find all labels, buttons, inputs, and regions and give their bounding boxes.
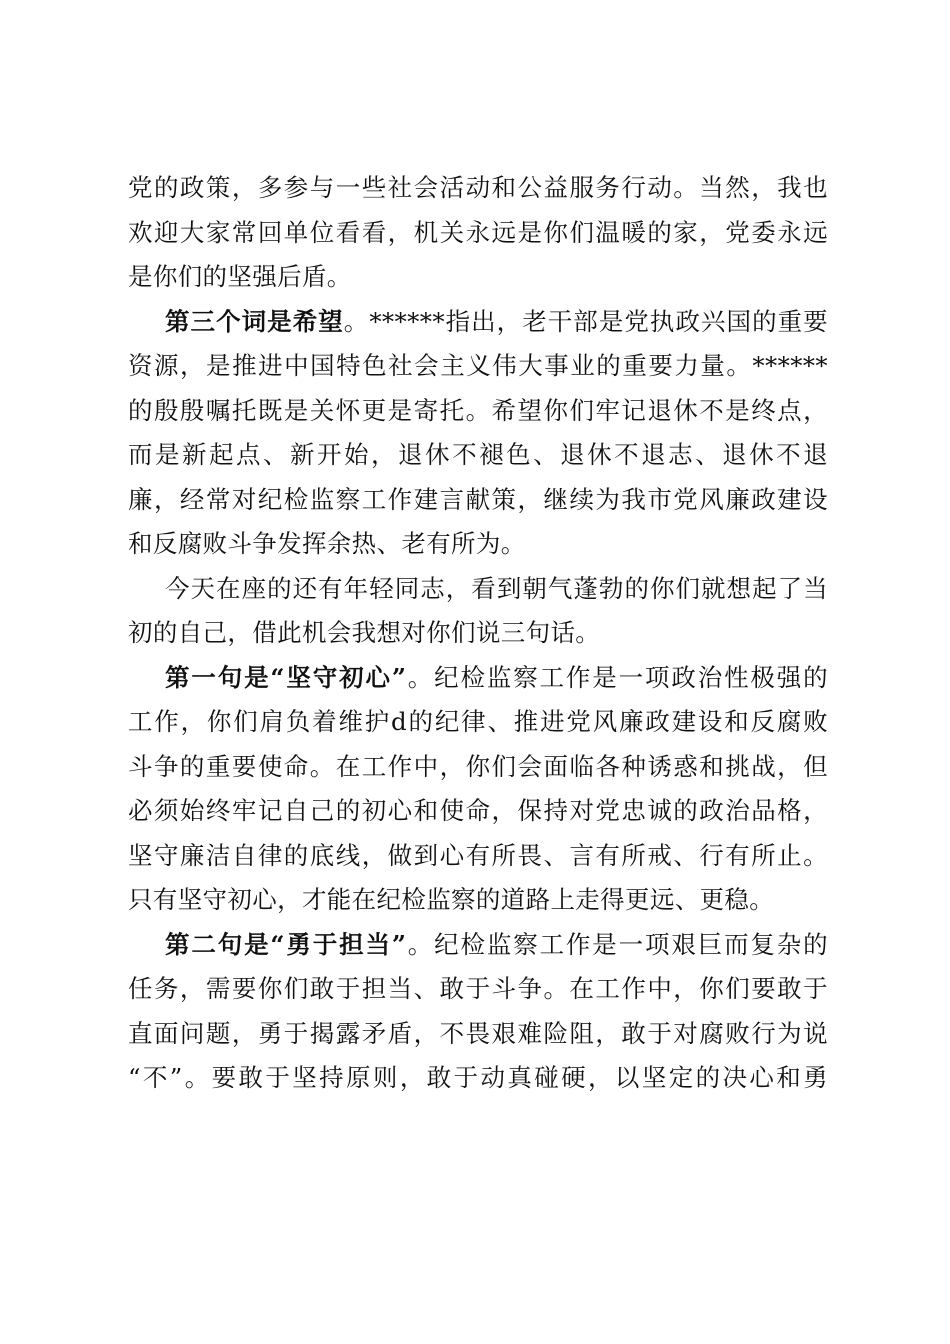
body-line (128, 611, 828, 656)
paragraph-heading: 第三个词是希望 (165, 306, 344, 336)
line-text: 任务，需要你们敢于担当、敢于斗争。在工作中，你们要敢于 (128, 974, 828, 1003)
body-line (128, 878, 828, 923)
line-text: 而是新起点、新开始，退休不褪色、退休不退志、退休不退 (128, 440, 828, 469)
body-line (128, 1012, 828, 1057)
body-line (128, 789, 828, 834)
line-text: 。纪检监察工作是一项艰巨而复杂的 (406, 929, 828, 959)
paragraph-heading: 第二句是“勇于担当” (165, 929, 407, 959)
paragraph-start-line (128, 567, 828, 612)
line-text: 资源，是推进中国特色社会主义伟大事业的重要力量。****** (128, 351, 828, 380)
paragraph-start-line (128, 656, 828, 701)
line-text: 。纪检监察工作是一项政治性极强的 (406, 662, 828, 692)
body-line (128, 211, 828, 256)
body-line (128, 255, 828, 300)
body-line (128, 389, 828, 434)
line-text: 党的政策，多参与一些社会活动和公益服务行动。当然，我也 (128, 173, 828, 202)
line-text: 和反腐败斗争发挥余热、老有所为。 (128, 529, 526, 558)
line-text: “不”。要敢于坚持原则，敢于动真碰硬，以坚定的决心和勇 (128, 1063, 828, 1092)
paragraph-start-line (128, 923, 828, 968)
paragraph-start-line (128, 300, 828, 345)
line-text: 初的自己，借此机会我想对你们说三句话。 (128, 618, 601, 647)
body-line (128, 967, 828, 1012)
line-text: 只有坚守初心，才能在纪检监察的道路上走得更远、更稳。 (128, 885, 775, 914)
line-text: 。******指出，老干部是党执政兴国的重要 (343, 306, 829, 336)
body-line (128, 834, 828, 879)
line-text: 坚守廉洁自律的底线，做到心有所畏、言有所戒、行有所止。 (128, 840, 828, 870)
line-text: 直面问题，勇于揭露矛盾，不畏艰难险阻，敢于对腐败行为说 (128, 1018, 828, 1048)
body-line (128, 166, 828, 211)
body-line (128, 433, 828, 478)
line-text: 今天在座的还有年轻同志，看到朝气蓬勃的你们就想起了当 (165, 573, 828, 603)
body-line (128, 1056, 828, 1101)
body-line (128, 478, 828, 523)
body-line (128, 700, 828, 745)
line-text: 必须始终牢记自己的初心和使命，保持对党忠诚的政治品格， (128, 796, 828, 825)
body-line (128, 745, 828, 790)
line-text: 廉，经常对纪检监察工作建言献策，继续为我市党风廉政建设 (128, 484, 828, 514)
body-line (128, 522, 828, 567)
line-text: 工作，你们肩负着维护d的纪律、推进党风廉政建设和反腐败 (128, 707, 828, 736)
line-text: 欢迎大家常回单位看看，机关永远是你们温暖的家，党委永远 (128, 217, 828, 247)
line-text: 的殷殷嘱托既是关怀更是寄托。希望你们牢记退休不是终点， (128, 395, 828, 425)
document-body (128, 166, 828, 1101)
line-text: 是你们的坚强后盾。 (128, 262, 352, 291)
line-text: 斗争的重要使命。在工作中，你们会面临各种诱惑和挑战，但 (128, 751, 828, 781)
paragraph-heading: 第一句是“坚守初心” (165, 662, 407, 692)
body-line (128, 344, 828, 389)
